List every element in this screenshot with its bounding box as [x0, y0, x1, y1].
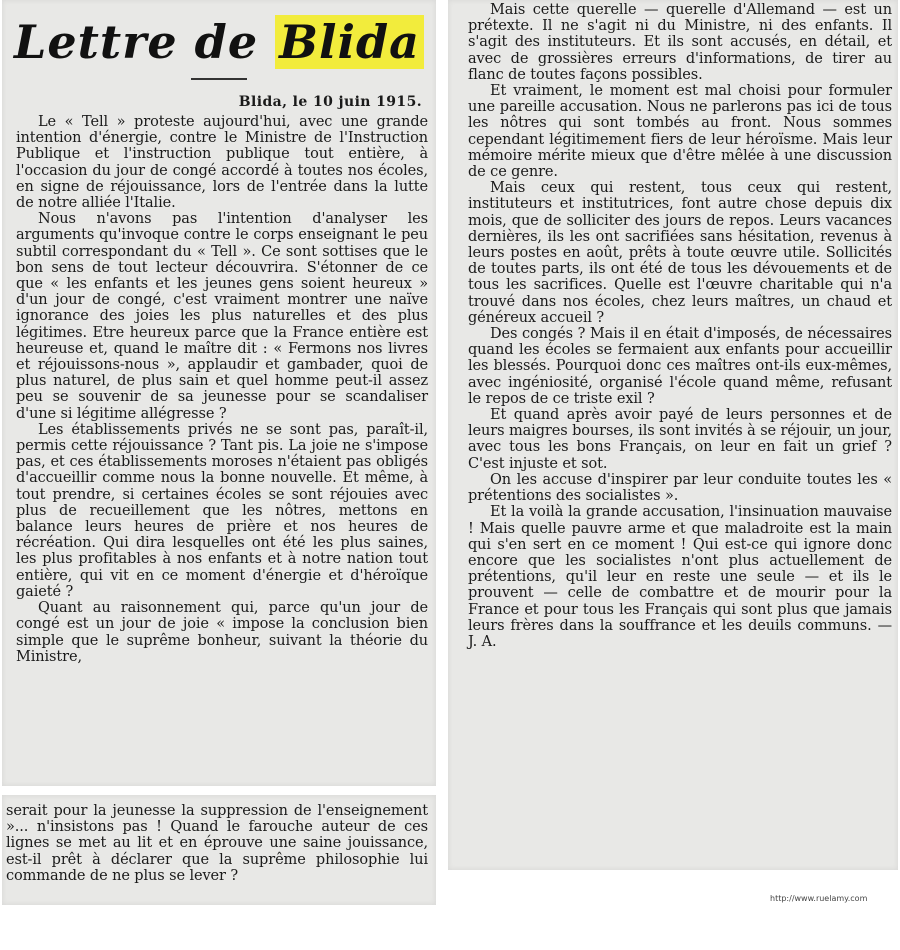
- title-highlight: Blida: [275, 15, 424, 69]
- clipping-right: [448, 0, 898, 870]
- paragraph: Et la voilà la grande accusation, l'insinuation mauvaise ! Mais quelle pauvre arme et que maladroite est la main qui s'en sert en ce moment ! Qui est-ce qui ignore donc encore que les socialistes n'ont plus actuellement de prétentions, qu'il leur en reste une seule — et ils le prouvent — celle de combattre et de mourir pour la France et pour tous les Français qui sont plus que jamais leurs frères dans la souffrance et les deuils communs. — J. A.: [468, 504, 892, 650]
- title-divider: [191, 78, 247, 80]
- clipping-left-bottom: [2, 795, 436, 905]
- paragraph: On les accuse d'inspirer par leur conduite toutes les « prétentions des socialistes ».: [468, 471, 892, 505]
- paragraph: Les établissements privés ne se sont pas, paraît-il, permis cette réjouissance ? Tant pis. La joie ne s'impose pas, et ces établissements moroses n'étaient pas obligés d'accueillir comme nous la bonne nouvelle. Et même, à tout prendre, si certaines écoles se sont réjouies avec plus de recueillement que les nôtres, mettons en balance leurs heures de prière et nos heures de récréation. Qui dira lesquelles ont été les plus saines, les plus profitables à nos enfants et à notre nation tout entière, qui vit en ce moment d'énergie et d'héroïque gaieté ?: [16, 421, 428, 600]
- right-column-text: [448, 0, 898, 650]
- paragraph: Et vraiment, le moment est mal choisi pour formuler une pareille accusation. Nous ne parlerons pas ici de tous les nôtres qui sont tombés au front. Nous sommes cependant légitimement fiers de leur héroïsme. Mais leur mémoire mérite mieux que d'être mêlée à une discussion de ce genre.: [468, 83, 892, 181]
- source-url: http://www.ruelamy.com: [770, 894, 868, 903]
- left-column-text: [2, 114, 436, 665]
- paragraph: Mais cette querelle — querelle d'Allemand — est un prétexte. Il ne s'agit ni du Ministre, ni des enfants. Il s'agit des instituteurs. Et ils sont accusés, en détail, et avec de grossières erreurs d'informations, de tirer au flanc de toutes façons possibles.: [468, 2, 892, 83]
- paragraph: Nous n'avons pas l'intention d'analyser les arguments qu'invoque contre le corps enseignant le peu subtil correspondant du « Tell ». Ce sont sottises que le bon sens de tout lecteur découvrira. S'étonner de ce que « les enfants et les jeunes gens soient heureux » d'un jour de congé, c'est vraiment montrer une naïve ignorance des joies les plus naturelles et des plus légitimes. Etre heureux parce que la France entière est heureuse et, quand le maître dit : « Fermons nos livres et réjouissons-nous », applaudir et gambader, quoi de plus naturel, de plus sain et quel homme peut-il assez peu se souvenir de sa jeunesse pour se scandaliser d'une si légitime allégresse ?: [16, 211, 428, 422]
- paragraph-continued: serait pour la jeunesse la suppression de l'enseignement »... n'insistons pas ! Quand le farouche auteur de ces lignes se met au lit et en éprouve une saine jouissance, est-il prêt à déclarer que la suprême philosophie lui commande de ne plus se lever ?: [6, 803, 428, 884]
- dateline: Blida, le 10 juin 1915.: [238, 94, 422, 110]
- paragraph: Et quand après avoir payé de leurs personnes et de leurs maigres bourses, ils sont invités à se réjouir, un jour, avec tous les bons Français, on leur en fait un grief ? C'est injuste et sot.: [468, 407, 892, 472]
- clipping-left-top: [2, 0, 436, 786]
- paragraph: Quant au raisonnement qui, parce qu'un jour de congé est un jour de joie « impose la conclusion bien simple que le suprême bonheur, suivant la théorie du Ministre,: [16, 600, 428, 665]
- title-prefix: Lettre de: [14, 15, 276, 69]
- article-title: [2, 12, 436, 74]
- paragraph: Des congés ? Mais il en était d'imposés, de nécessaires quand les écoles se fermaient aux enfants pour accueillir les blessés. Pourquoi donc ces maîtres ont-ils eux-mêmes, avec ingéniosité, organisé l'école quand même, refusant le repos de ce triste exil ?: [468, 326, 892, 407]
- paragraph: Le « Tell » proteste aujourd'hui, avec une grande intention d'énergie, contre le Ministre de l'Instruction Publique et l'instruction publique tout entière, à l'occasion du jour de congé accordé à toutes nos écoles, en signe de réjouissance, lors de l'entrée dans la lutte de notre alliée l'Italie.: [16, 114, 428, 212]
- paragraph: Mais ceux qui restent, tous ceux qui restent, instituteurs et institutrices, font autre chose depuis dix mois, que de solliciter des jours de repos. Leurs vacances dernières, ils les ont sacrifiées sans hésitation, revenus à leurs postes en août, prêts à toute œuvre utile. Sollicités de toutes parts, ils ont été de tous les dévouements et de tous les sacrifices. Quelle est l'œuvre charitable qui n'a trouvé dans nos écoles, chez leurs maîtres, un chaud et généreux accueil ?: [468, 180, 892, 326]
